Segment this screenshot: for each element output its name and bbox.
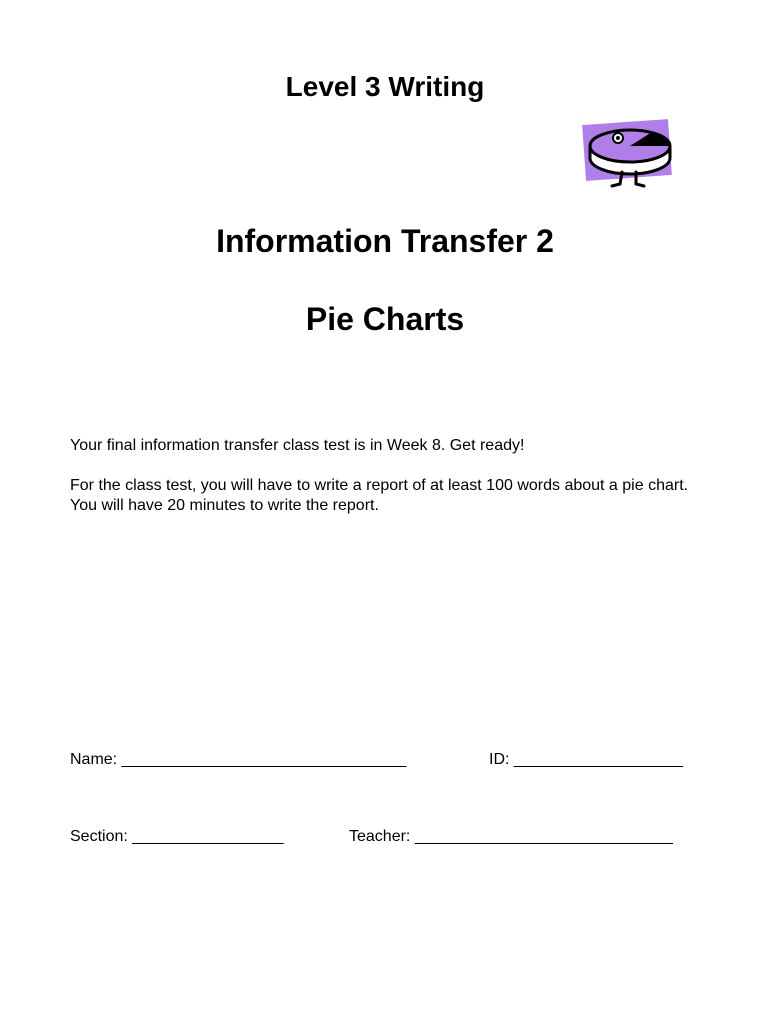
name-field[interactable]: Name: ________________________________ xyxy=(70,751,407,768)
teacher-field[interactable]: Teacher: _____________________________ xyxy=(349,828,673,845)
intro-paragraph-2: For the class test, you will have to write a report of at least 100 words about a pie chart. You will have 20 minutes to write the report. xyxy=(70,477,689,514)
id-field[interactable]: ID: ___________________ xyxy=(489,751,683,768)
pie-chart-character-icon xyxy=(580,116,680,192)
section-field[interactable]: Section: _________________ xyxy=(70,828,284,845)
level-title: Level 3 Writing xyxy=(285,71,485,102)
main-title: Information Transfer 2 xyxy=(216,223,554,259)
intro-paragraph-1: Your final information transfer class test is in Week 8. Get ready! xyxy=(70,437,525,454)
sub-title: Pie Charts xyxy=(305,301,465,337)
